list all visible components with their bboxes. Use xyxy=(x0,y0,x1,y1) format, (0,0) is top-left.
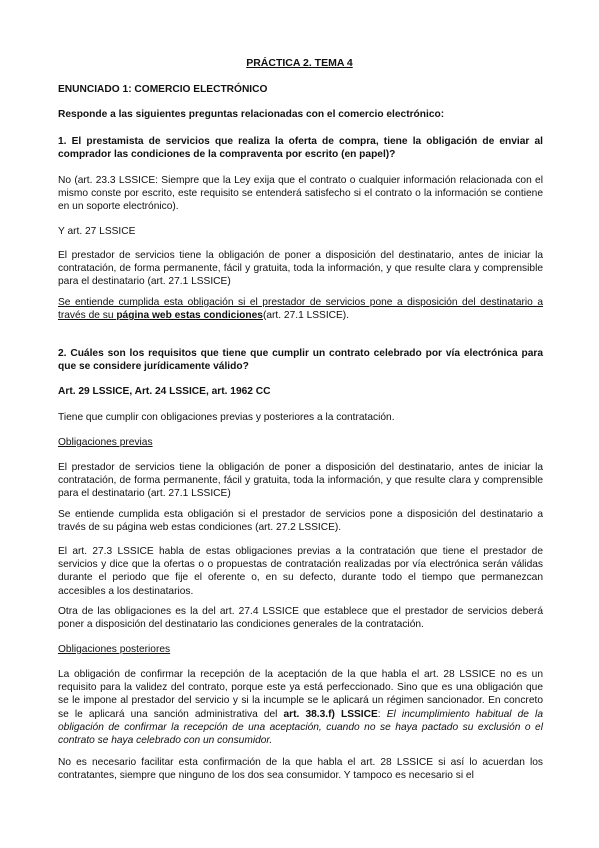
post-p1-text-bold: art. 38.3.f) LSSICE xyxy=(283,708,378,720)
question-2: 2. Cuáles son los requisitos que tiene que cumplir un contrato celebrado por vía electrónica para que se considere jurídicamente válido? xyxy=(58,348,543,373)
post-p1-text-mid: : xyxy=(377,708,387,720)
q1-answer-paragraph-1: No (art. 23.3 LSSICE: Siempre que la Ley exija que el contrato o cualquier información relacionada con el mismo conste por escrito, este requisito se entenderá satisfecho si el contrato o la información se contiene en un soporte electrónico). xyxy=(58,175,543,213)
q2-legal-references: Art. 29 LSSICE, Art. 24 LSSICE, art. 1962 CC xyxy=(58,386,271,397)
q1-a4-text-post: (art. 27.1 LSSICE). xyxy=(262,310,350,322)
q1-a4-text-pre: Se entiende cumplida esta obligación si el prestador de servicios pone a disposición del destinatario a través de su xyxy=(58,297,543,322)
enunciado-heading: ENUNCIADO 1: COMERCIO ELECTRÓNICO xyxy=(58,84,268,95)
q1-answer-paragraph-3: El prestador de servicios tiene la obligación de poner a disposición del destinatario, antes de iniciar la contratación, de forma permanente, fácil y gratuita, toda la información, y que resulte clara y comprensible para el destinatario (art. 27.1 LSSICE) xyxy=(58,250,543,288)
intro-text: Responde a las siguientes preguntas relacionadas con el comercio electrónico: xyxy=(58,109,445,120)
page-title: PRÁCTICA 2. TEMA 4 xyxy=(246,57,353,69)
q1-answer-paragraph-4 xyxy=(58,296,543,322)
post-obligations-paragraph-2: No es necesario facilitar esta confirmación de la que habla el art. 28 LSSICE si así lo acuerdan los contratantes, siempre que ninguno de los dos sea consumidor. Y tampoco es necesario si el xyxy=(58,757,543,782)
previous-obligations-paragraph-4: Otra de las obligaciones es la del art. 27.4 LSSICE que establece que el prestador de servicios deberá poner a disposición del destinatario las condiciones generales de la contratación. xyxy=(58,606,543,631)
previous-obligations-paragraph-1: El prestador de servicios tiene la obligación de poner a disposición del destinatario, antes de iniciar la contratación, de forma permanente, fácil y gratuita, toda la información, y que resulte clara y comprensible para el destinatario (art. 27.1 LSSICE) xyxy=(58,462,543,500)
post-obligations-heading: Obligaciones posteriores xyxy=(58,644,171,655)
q1-a4-text-bold: página web estas condiciones xyxy=(116,310,263,322)
previous-obligations-paragraph-3: El art. 27.3 LSSICE habla de estas obligaciones previas a la contratación que tiene el prestador de servicios y dice que la ofertas o o propuestas de contratación realizadas por vía electrónica serán válidas durante el periodo que fije el oferente o, en su defecto, durante todo el tiempo que permanezcan accesibles a los destinatarios. xyxy=(58,546,543,597)
post-p1-text-pre: La obligación de confirmar la recepción de la aceptación de la que habla el art. 28 LSSICE no es un requisito para la validez del contrato, porque este ya está perfeccionado. Sino que es una obligación que se le impone al prestador del servicio y si la incumple se le aplicará un régimen sancionador. En concreto se le aplicará una sanción administrativa del xyxy=(58,669,543,720)
post-obligations-paragraph-1 xyxy=(58,668,543,747)
previous-obligations-paragraph-2: Se entiende cumplida esta obligación si el prestador de servicios pone a disposición del destinatario a través de su página web estas condiciones (art. 27.2 LSSICE). xyxy=(58,509,543,534)
q1-answer-paragraph-2: Y art. 27 LSSICE xyxy=(58,226,136,237)
post-p1-text-italic: El incumplimiento habitual de la obligación de confirmar la recepción de una aceptación, cuando no se haya pactado su exclusión o el contrato se haya celebrado con un consumidor. xyxy=(58,708,543,747)
question-1: 1. El prestamista de servicios que realiza la oferta de compra, tiene la obligación de enviar al comprador las condiciones de la compraventa por escrito (en papel)? xyxy=(58,136,543,161)
previous-obligations-heading: Obligaciones previas xyxy=(58,437,153,448)
q2-answer-intro: Tiene que cumplir con obligaciones previas y posteriores a la contratación. xyxy=(58,412,395,423)
